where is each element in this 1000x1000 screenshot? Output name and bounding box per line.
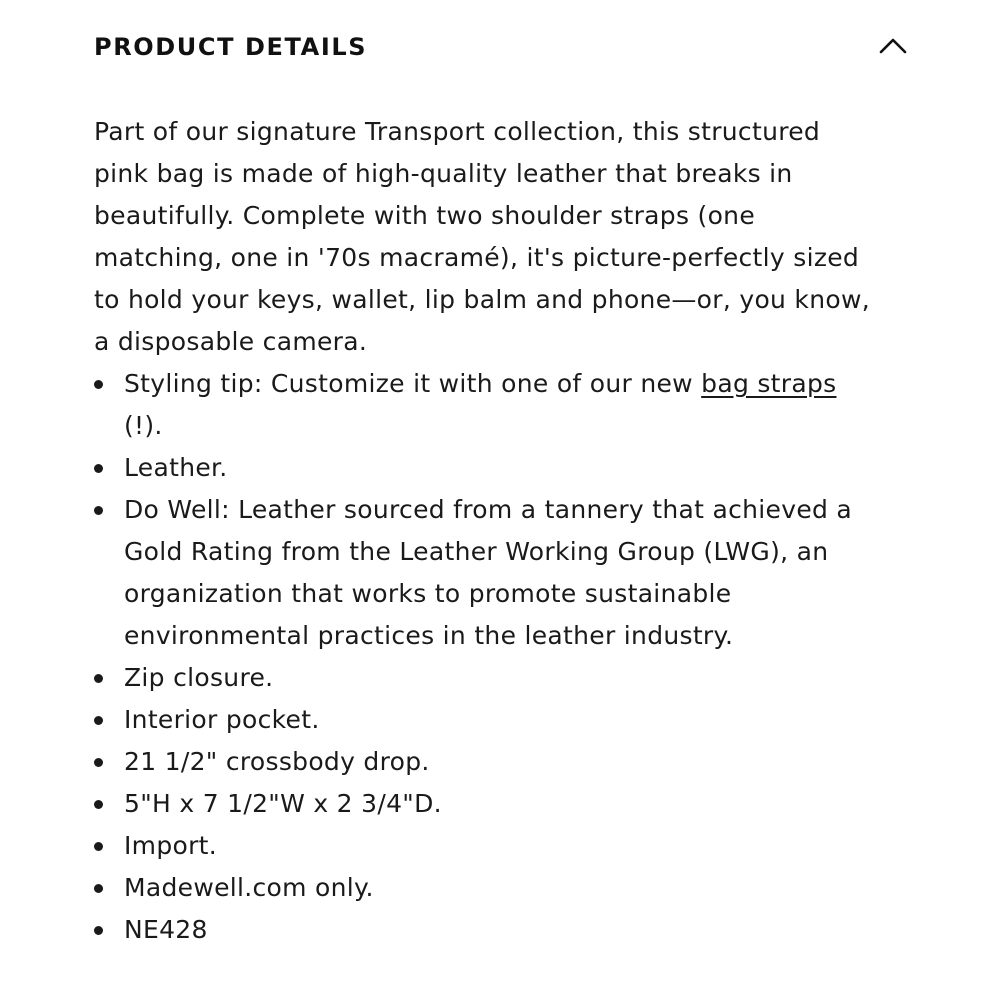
styling-tip-suffix: (!). [124, 411, 163, 440]
list-item: Zip closure. [94, 657, 874, 699]
list-item: 21 1/2" crossbody drop. [94, 741, 874, 783]
list-item: NE428 [94, 909, 874, 951]
product-details-header[interactable] [94, 22, 914, 72]
list-item: Leather. [94, 447, 874, 489]
list-item: Do Well: Leather sourced from a tannery that achieved a Gold Rating from the Leather Working Group (LWG), an organization that works to promote sustainable environmental practices in the leather industry. [94, 489, 874, 657]
bag-straps-link[interactable]: bag straps [701, 369, 837, 398]
list-item: Interior pocket. [94, 699, 874, 741]
product-description: Part of our signature Transport collection, this structured pink bag is made of high-quality leather that breaks in beautifully. Complete with two shoulder straps (one matching, one in '70s macramé), it's picture-perfectly sized to hold your keys, wallet, lip balm and phone—or, you know, a disposable camera. [94, 117, 870, 356]
chevron-up-icon-svg [878, 32, 908, 62]
list-item: 5"H x 7 1/2"W x 2 3/4"D. [94, 783, 874, 825]
section-title: PRODUCT DETAILS [94, 33, 368, 61]
details-list [94, 363, 874, 951]
chevron-up-icon[interactable] [878, 32, 908, 62]
list-item-styling-tip [94, 363, 874, 447]
list-item: Import. [94, 825, 874, 867]
product-details-content [94, 111, 874, 951]
list-item: Madewell.com only. [94, 867, 874, 909]
styling-tip-prefix: Styling tip: Customize it with one of our new [124, 369, 702, 398]
